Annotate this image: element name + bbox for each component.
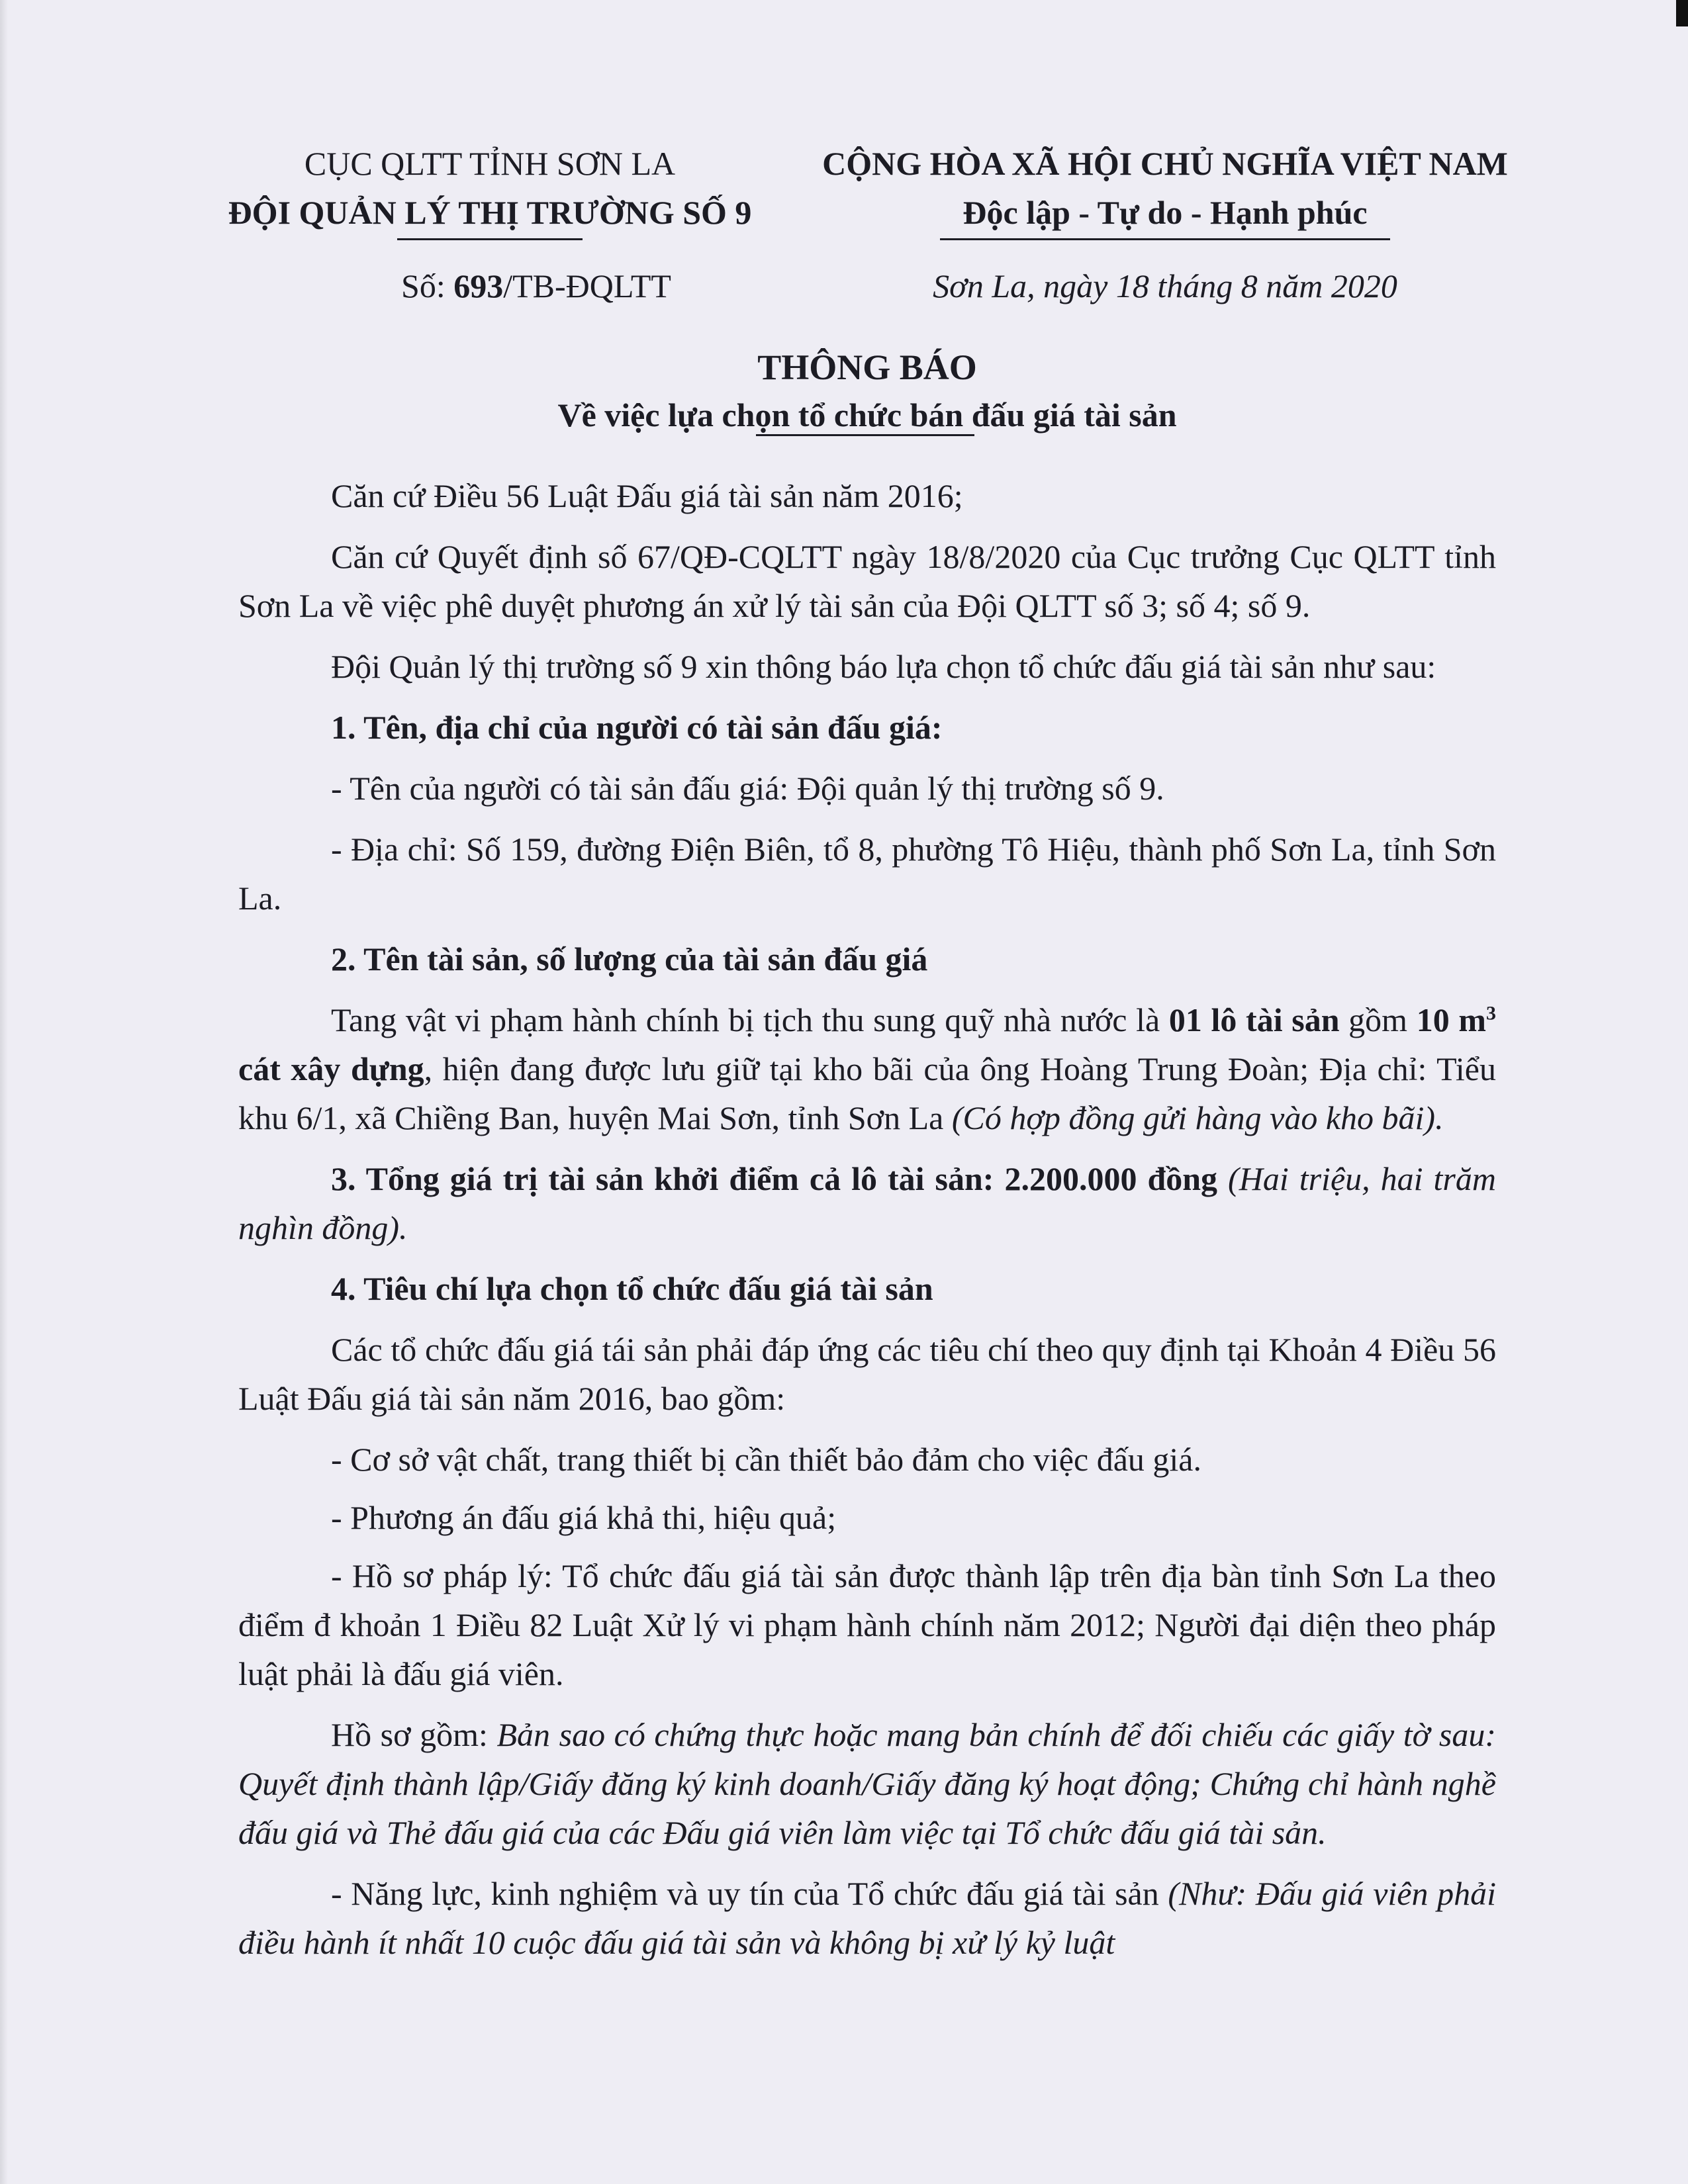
issuing-agency-block	[192, 139, 788, 240]
doc-no-number: 693	[453, 267, 504, 304]
section-4-intro: Các tổ chức đấu giá tái sản phải đáp ứng các tiêu chí theo quy định tại Khoản 4 Điều 56 Luật Đấu giá tài sản năm 2016, bao gồm:	[238, 1331, 1496, 1417]
document-subject-text: Về việc lựa chọn tổ chức bán đấu giá tài sản	[557, 396, 1177, 433]
criterion-experience	[238, 1869, 1496, 1967]
asset-text-2: gồm	[1339, 1001, 1417, 1038]
national-title-block	[788, 139, 1542, 240]
document-header	[228, 139, 1508, 338]
scan-edge-mark	[1676, 0, 1688, 26]
motto-underline	[940, 238, 1390, 240]
criterion-experience-lead: - Năng lực, kinh nghiệm và uy tín của Tổ chức đấu giá tài sản	[331, 1875, 1168, 1912]
document-page	[228, 139, 1508, 1979]
criterion-legal-docs: - Hồ sơ pháp lý: Tổ chức đấu giá tài sản được thành lập trên địa bàn tỉnh Sơn La theo điểm đ khoản 1 Điều 82 Luật Xử lý vi phạm hành chính năm 2012; Người đại diện theo pháp luật phải là đấu giá viên.	[238, 1557, 1496, 1692]
criterion-plan: - Phương án đấu giá khả thi, hiệu quả;	[331, 1499, 837, 1536]
scan-edge	[0, 0, 8, 2184]
intro-paragraph: Đội Quản lý thị trường số 9 xin thông báo lựa chọn tổ chức đấu giá tài sản như sau:	[331, 648, 1436, 685]
section-3-amount-in-words: (Hai triệu, hai trăm nghìn đồng).	[238, 1160, 1496, 1246]
agency-parent: CỤC QLTT TỈNH SƠN LA	[304, 145, 676, 182]
asset-lot: 01 lô tài sản	[1168, 1001, 1340, 1038]
asset-quantity-material: cát xây dựng	[238, 1050, 424, 1087]
section-3	[238, 1154, 1496, 1252]
section-3-heading: 3. Tổng giá trị tài sản khởi điểm cả lô tài sản: 2.200.000 đồng	[331, 1160, 1218, 1197]
doc-no-suffix: /TB-ĐQLTT	[503, 267, 671, 304]
criterion-facilities: - Cơ sở vật chất, trang thiết bị cần thiết bảo đảm cho việc đấu giá.	[331, 1441, 1201, 1478]
document-body	[238, 471, 1496, 1967]
section-1-owner-address: - Địa chỉ: Số 159, đường Điện Biên, tổ 8, phường Tô Hiệu, thành phố Sơn La, tỉnh Sơn La.	[238, 831, 1496, 917]
required-documents-lead: Hồ sơ gồm:	[331, 1716, 497, 1753]
agency-name: ĐỘI QUẢN LÝ THỊ TRƯỜNG SỐ 9	[228, 194, 752, 231]
agency-underline	[397, 238, 583, 240]
place-and-date: Sơn La, ngày 18 tháng 8 năm 2020	[933, 267, 1397, 304]
section-4-heading: 4. Tiêu chí lựa chọn tổ chức đấu giá tài sản	[331, 1270, 933, 1307]
legal-basis-1: Căn cứ Điều 56 Luật Đấu giá tài sản năm 2016;	[331, 477, 963, 514]
required-documents	[238, 1710, 1496, 1857]
doc-no-prefix: Số:	[401, 267, 454, 304]
section-1-owner-name: - Tên của người có tài sản đấu giá: Đội quản lý thị trường số 9.	[331, 770, 1164, 807]
national-motto: Độc lập - Tự do - Hạnh phúc	[962, 194, 1368, 231]
section-2-asset-description	[238, 995, 1496, 1142]
document-subject	[557, 391, 1176, 439]
country-name: CỘNG HÒA XÃ HỘI CHỦ NGHĨA VIỆT NAM	[822, 145, 1508, 182]
asset-quantity-value: 10 m	[1416, 1001, 1486, 1038]
asset-storage-note: (Có hợp đồng gửi hàng vào kho bãi).	[951, 1099, 1444, 1136]
asset-text-1: Tang vật vi phạm hành chính bị tịch thu sung quỹ nhà nước là	[331, 1001, 1169, 1038]
document-title: THÔNG BÁO	[757, 347, 977, 387]
asset-text-3: , hiện đang được lưu giữ tại kho bãi của ông Hoàng Trung Đoàn; Địa chỉ: Tiểu khu 6/1, xã Chiềng Ban, huyện Mai Sơn, tỉnh Sơn La	[238, 1050, 1496, 1136]
required-documents-list: Bản sao có chứng thực hoặc mang bản chính để đối chiếu các giấy tờ sau: Quyết định thành lập/Giấy đăng ký kinh doanh/Giấy đăng ký hoạt động; Chứng chỉ hành nghề đấu giá và Thẻ đấu giá của các Đấu giá viên làm việc tại Tổ chức đấu giá tài sản.	[238, 1716, 1496, 1851]
section-2-heading: 2. Tên tài sản, số lượng của tài sản đấu giá	[331, 940, 928, 978]
document-number	[238, 261, 834, 310]
legal-basis-2: Căn cứ Quyết định số 67/QĐ-CQLTT ngày 18/8/2020 của Cục trưởng Cục QLTT tỉnh Sơn La về việc phê duyệt phương án xử lý tài sản của Đội QLTT số 3; số 4; số 9.	[238, 538, 1496, 624]
section-1-heading: 1. Tên, địa chỉ của người có tài sản đấu giá:	[331, 709, 943, 746]
document-title-block	[238, 344, 1496, 439]
subject-underline	[756, 434, 974, 436]
asset-quantity-unit-exp: 3	[1485, 1002, 1496, 1024]
criterion-experience-note: (Như: Đấu giá viên phải điều hành ít nhất 10 cuộc đấu giá tài sản và không bị xử lý kỷ luật	[238, 1875, 1496, 1961]
